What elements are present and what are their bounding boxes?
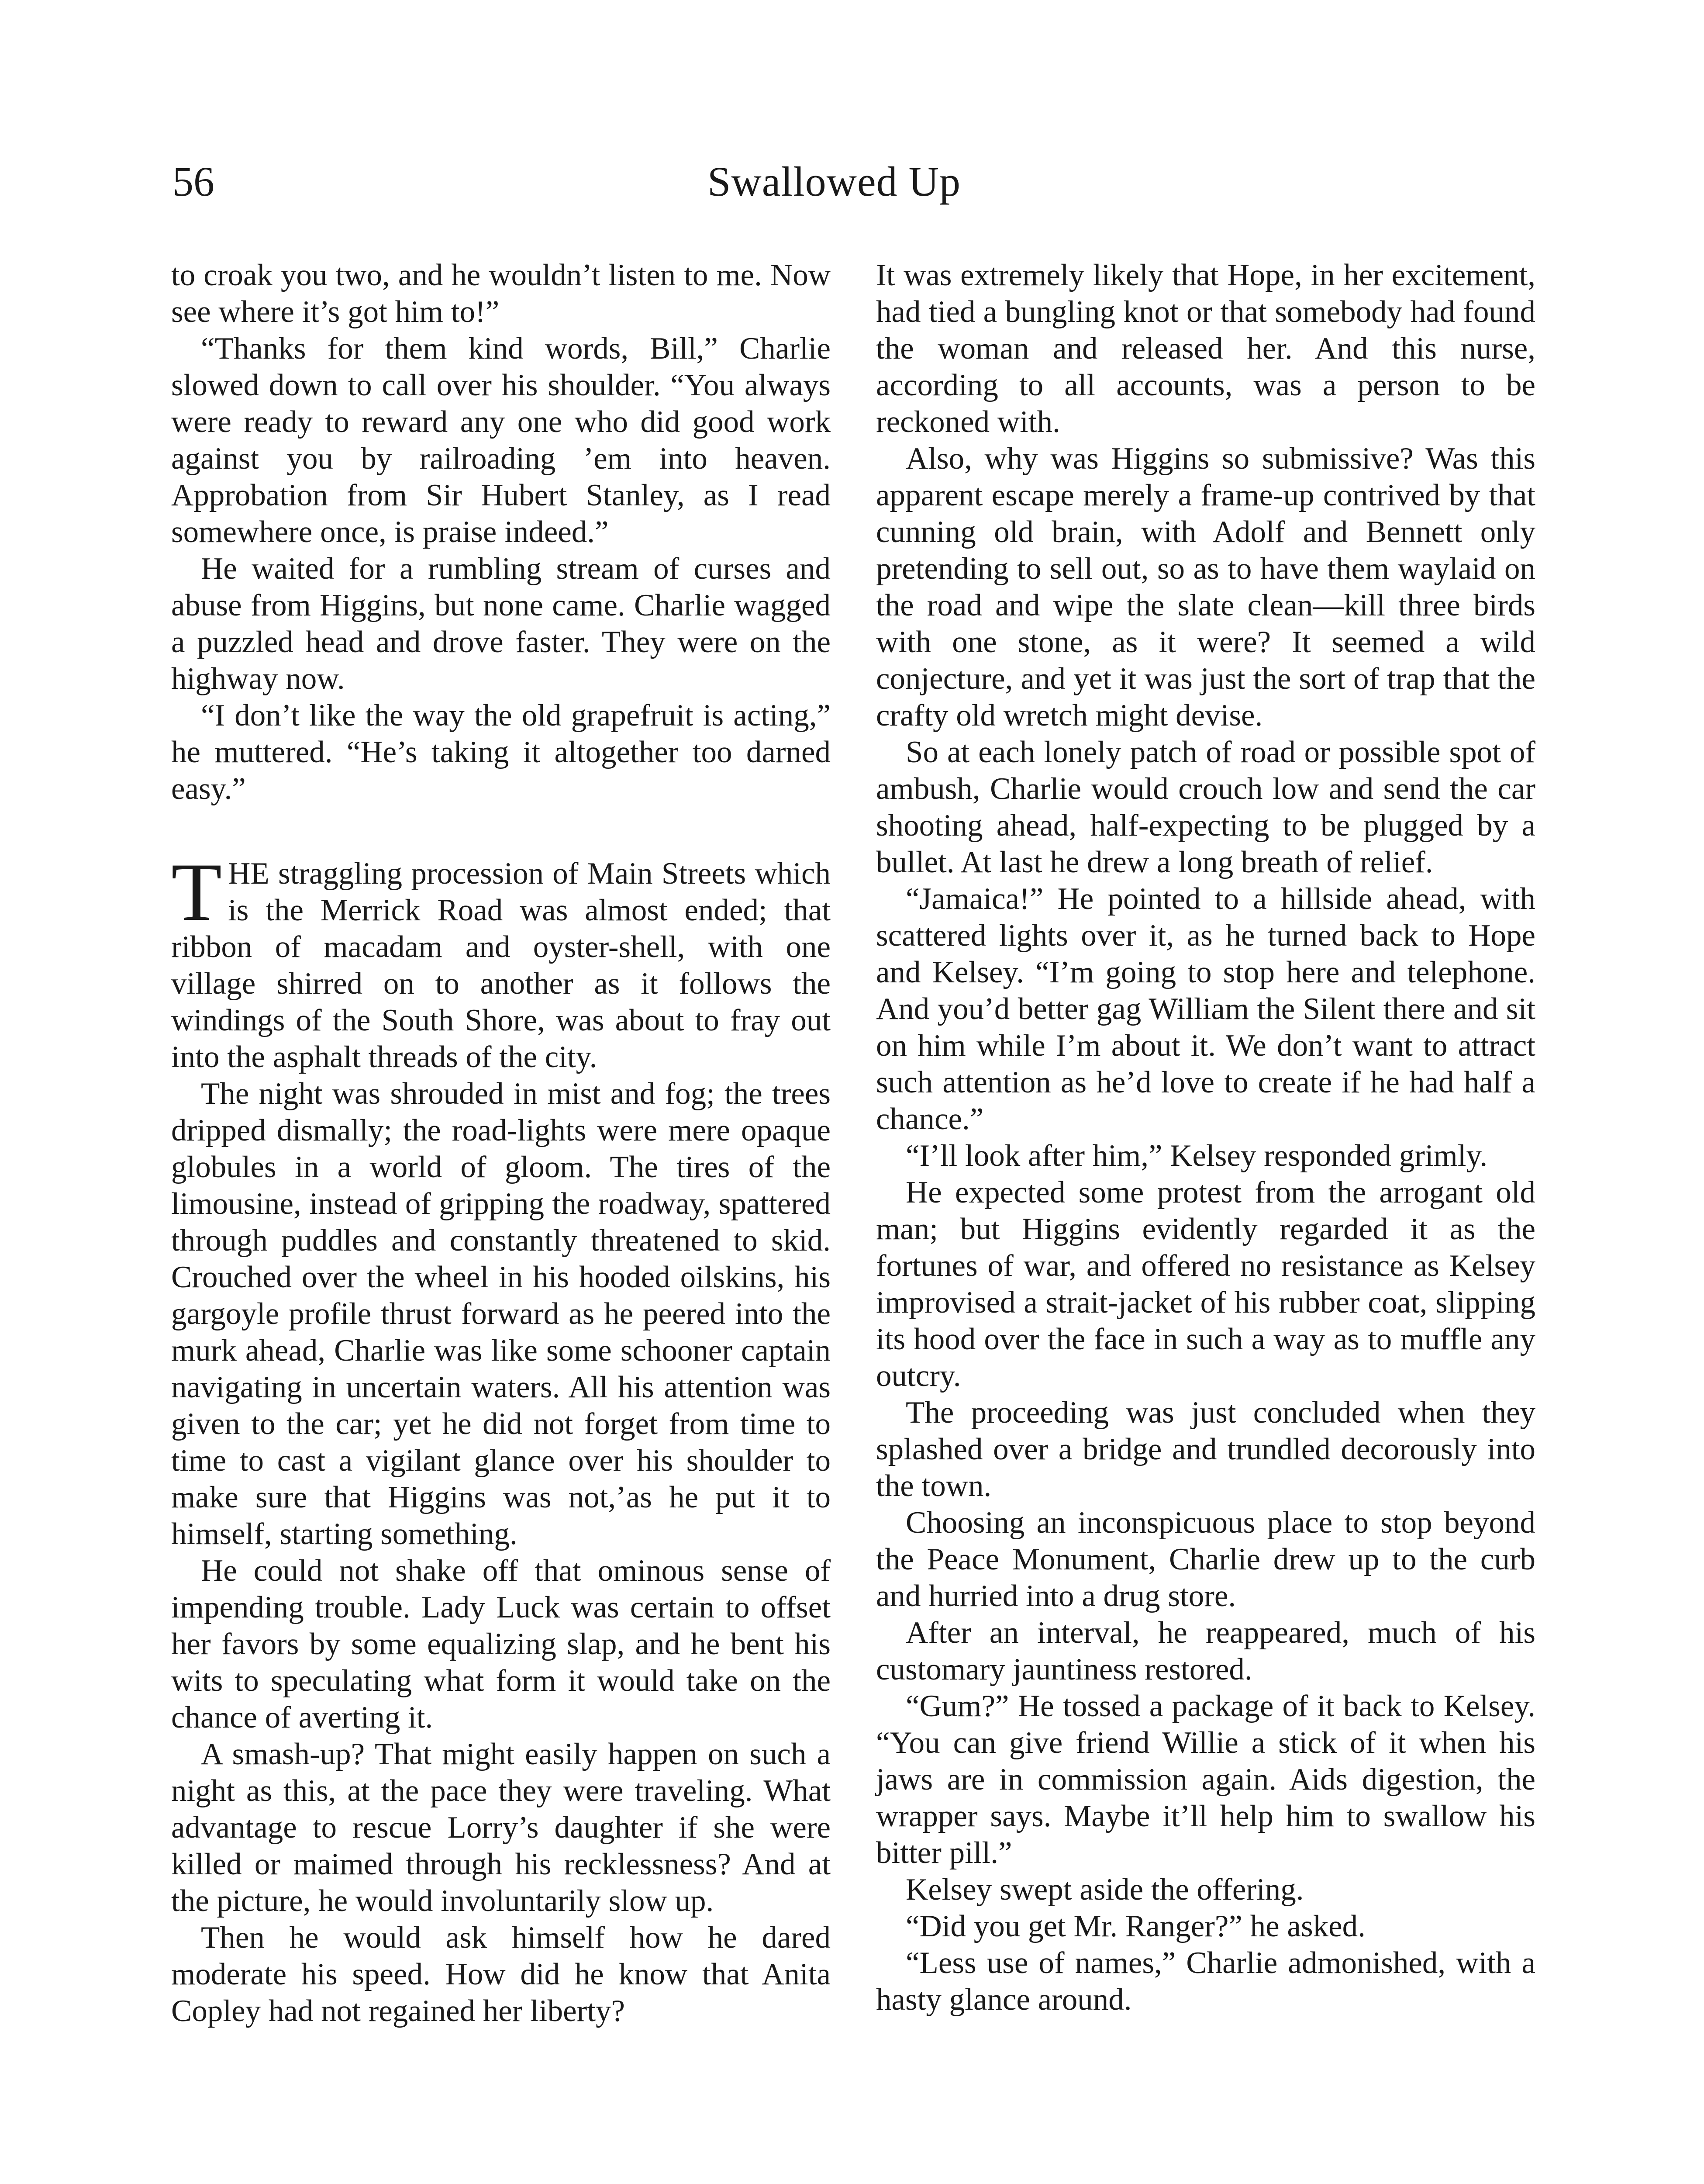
paragraph: Also, why was Higgins so submissive? Was this apparent escape merely a frame-up contrived by that cunning old brain, with Adolf and Bennett only pretending to sell out, so as to have them waylaid on the road and wipe the slate clean—kill three birds with one stone, as it were? It seemed a wild conjecture, and yet it was just the sort of trap that the crafty old wretch might devise. <box>876 442 1535 733</box>
right-column <box>876 257 1535 2018</box>
paragraph: “Did you get Mr. Ranger?” he asked. <box>906 1909 1366 1943</box>
paragraph: “Gum?” He tossed a package of it back to Kelsey. “You can give friend Willie a stick of it when his jaws are in commission again. Aids digestion, the wrapper says. Maybe it’ll help him to swallow his bitter pill.” <box>876 1689 1535 1870</box>
paragraph: Choosing an inconspicuous place to stop beyond the Peace Monument, Charlie drew up to the curb and hurried into a drug store. <box>876 1506 1535 1613</box>
paragraph: The night was shrouded in mist and fog; the trees dripped dismally; the road-lights were mere opaque globules in a world of gloom. The tires of the limousine, instead of gripping the roadway, spattered through puddles and constantly threatened to skid. Crouched over the wheel in his hooded oilskins, his gargoyle profile thrust forward as he peered into the murk ahead, Charlie was like some schooner captain navigating in uncertain waters. All his attention was given to the car; yet he did not forget from time to time to cast a vigilant glance over his shoulder to make sure that Higgins was not,’as he put it to himself, starting something. <box>171 1077 831 1551</box>
paragraph: A smash-up? That might easily happen on such a night as this, at the pace they were traveling. What advantage to rescue Lorry’s daughter if she were killed or maimed through his recklessness? And at the picture, he would involuntarily slow up. <box>171 1737 831 1918</box>
paragraph: He waited for a rumbling stream of curses and abuse from Higgins, but none came. Charlie wagged a puzzled head and drove faster. They were on the highway now. <box>171 552 831 696</box>
paragraph: “Jamaica!” He pointed to a hillside ahead, with scattered lights over it, as he turned back to Hope and Kelsey. “I’m going to stop here and telephone. And you’d better gag William the Silent there and sit on him while I’m about it. We don’t want to attract such attention as he’d love to create if he had half a chance.” <box>876 882 1535 1136</box>
paragraph-text: straggling procession of Main Streets which is the Merrick Road was almost ended; that ribbon of macadam and oyster-shell, with one village shirred on to another as it follows the windings of the South Shore, was about to fray out into the asphalt threads of the city. <box>171 857 831 1074</box>
small-caps-lead: HE <box>228 857 269 891</box>
paragraph: The proceeding was just concluded when they splashed over a bridge and trundled decorously into the town. <box>876 1396 1535 1503</box>
paragraph: Then he would ask himself how he dared moderate his speed. How did he know that Anita Copley had not regained her liberty? <box>171 1921 831 2028</box>
paragraph: It was extremely likely that Hope, in her excitement, had tied a bungling knot or that somebody had found the woman and released her. And this nurse, according to all accounts, was a person to be reckoned with. <box>876 258 1535 439</box>
paragraph: After an interval, he reappeared, much of his customary jauntiness restored. <box>876 1616 1535 1686</box>
drop-cap: T <box>171 847 222 938</box>
running-head: Swallowed Up <box>707 158 961 205</box>
page-number: 56 <box>172 158 214 205</box>
paragraph: “I don’t like the way the old grapefruit is acting,” he muttered. “He’s taking it altogether too darned easy.” <box>171 698 831 806</box>
left-column <box>171 257 831 2029</box>
paragraph: “Less use of names,” Charlie admonished, with a hasty glance around. <box>876 1946 1535 2017</box>
paragraph: “Thanks for them kind words, Bill,” Charlie slowed down to call over his shoulder. “You always were ready to reward any one who did good work against you by railroading ’em into heaven. Approbation from Sir Hubert Stanley, as I read somewhere once, is praise indeed.” <box>171 332 831 549</box>
section-opening-paragraph <box>171 847 831 1075</box>
paragraph: “I’ll look after him,” Kelsey responded grimly. <box>906 1139 1488 1173</box>
paragraph: He expected some protest from the arrogant old man; but Higgins evidently regarded it as the fortunes of war, and offered no resistance as Kelsey improvised a strait-jacket of his rubber coat, slipping its hood over the face in such a way as to muffle any outcry. <box>876 1175 1535 1393</box>
paragraph: So at each lonely patch of road or possible spot of ambush, Charlie would crouch low and send the car shooting ahead, half-expecting to be plugged by a bullet. At last he drew a long breath of relief. <box>876 735 1535 879</box>
paragraph: to croak you two, and he wouldn’t listen to me. Now see where it’s got him to!” <box>171 258 831 329</box>
paragraph: Kelsey swept aside the offering. <box>906 1873 1304 1907</box>
paragraph: He could not shake off that ominous sense of impending trouble. Lady Luck was certain to offset her favors by some equalizing slap, and he bent his wits to speculating what form it would take on the chance of averting it. <box>171 1554 831 1735</box>
